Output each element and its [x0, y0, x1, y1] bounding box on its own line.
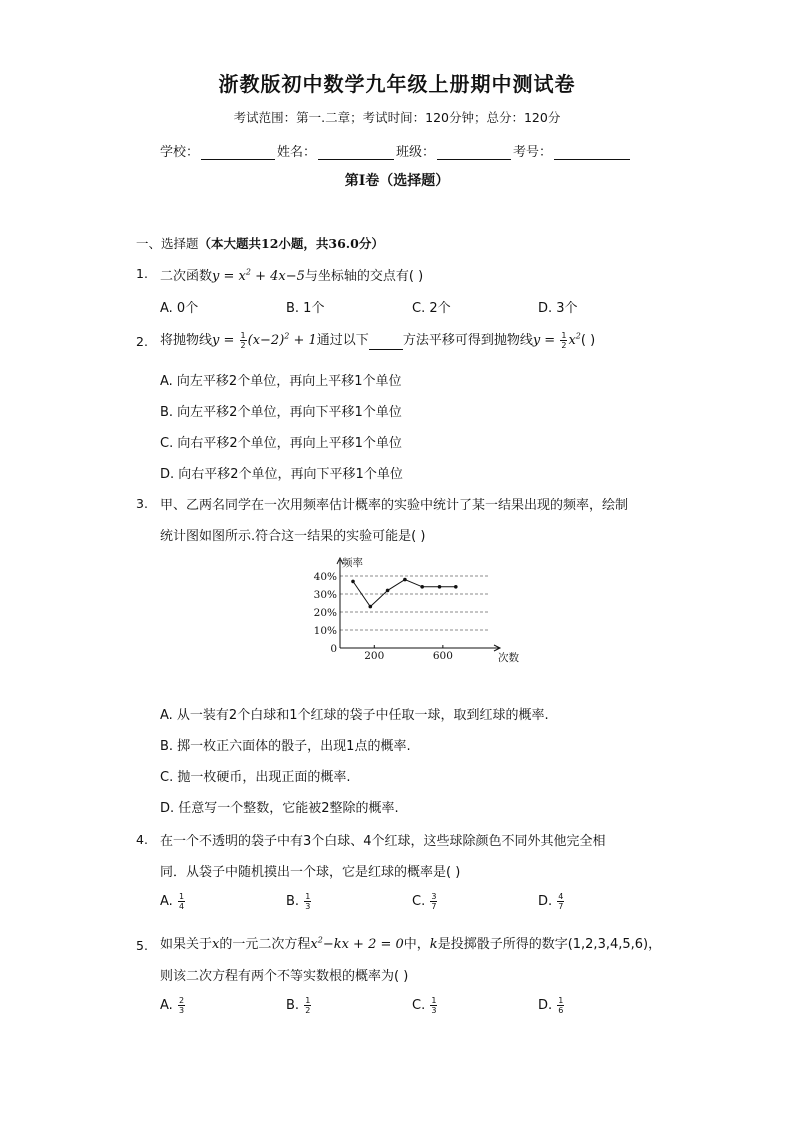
q5-option-d[interactable]: D. $\frac{1}{6}$: [538, 996, 564, 1015]
q2-fraction-2: $\frac{1}{2}$: [561, 331, 567, 350]
q2-math: $(x-2)^2 + 1$: [247, 331, 317, 348]
q2-fraction-1: $\frac{1}{2}$: [240, 331, 246, 350]
q5-number: 5.: [136, 938, 148, 953]
q3-option-c[interactable]: C. 抛一枚硬币，出现正面的概率.: [160, 770, 351, 785]
q1-option-b[interactable]: B. 1个: [286, 301, 325, 316]
q2-option-c[interactable]: C. 向右平移2个单位，再向上平移1个单位: [160, 436, 402, 451]
chart-axes: [337, 558, 500, 651]
data-point: [403, 578, 407, 582]
q4-option-d[interactable]: D. $\frac{4}{7}$: [538, 892, 564, 911]
q2-text-b: 通过以下: [316, 333, 369, 348]
data-point: [454, 585, 458, 589]
q3-stem-line2: 统计图如图所示.符合这一结果的实验可能是( ): [160, 529, 426, 544]
q4-option-c[interactable]: C. $\frac{3}{7}$: [412, 892, 437, 911]
q1-number: 1.: [136, 266, 148, 281]
q4-option-b[interactable]: B. $\frac{1}{3}$: [286, 892, 311, 911]
q2-number: 2.: [136, 334, 148, 349]
series-line: [353, 580, 456, 607]
info-class-label: 班级：: [396, 145, 436, 160]
info-school-label: 学校：: [160, 145, 200, 160]
x-axis-title: 次数: [498, 652, 519, 664]
exam-subtitle: 考试范围：第一.二章；考试时间：120分钟；总分：120分: [233, 110, 561, 125]
q4-number: 4.: [136, 832, 148, 847]
q3-option-b[interactable]: B. 掷一枚正六面体的骰子，出现1点的概率.: [160, 739, 411, 754]
info-name-label: 姓名：: [277, 145, 317, 160]
section-note: （本大题共12小题，共36.0分）: [198, 236, 384, 251]
school-blank[interactable]: [201, 145, 275, 160]
q5-option-c[interactable]: C. $\frac{1}{3}$: [412, 996, 437, 1015]
info-number-label: 考号：: [513, 145, 553, 160]
volume-heading: 第I卷（选择题）: [344, 173, 450, 189]
exam-title: 浙教版初中数学九年级上册期中测试卷: [218, 72, 576, 96]
q5-var-k: k: [429, 937, 438, 952]
q3-number: 3.: [136, 496, 148, 511]
chart-series: [351, 578, 457, 609]
x-tick-label: 600: [432, 650, 453, 662]
q1-text-a: 二次函数: [160, 269, 213, 284]
x-tick-label: 200: [364, 650, 385, 662]
name-blank[interactable]: [318, 145, 394, 160]
section-label: 一、选择题: [136, 236, 199, 251]
y-tick-label: 40%: [313, 571, 337, 583]
q2-blank[interactable]: [369, 337, 403, 350]
q4-stem-line2: 同．从袋子中随机摸出一个球，它是红球的概率是( ): [160, 865, 461, 880]
class-blank[interactable]: [437, 145, 511, 160]
q2-option-d[interactable]: D. 向右平移2个单位，再向下平移1个单位: [160, 467, 403, 482]
q3-option-d[interactable]: D. 任意写一个整数，它能被2整除的概率.: [160, 801, 399, 816]
y-axis-title: 频率: [342, 557, 363, 569]
q5-stem-line1: 如果关于x的一元二次方程$x^2-kx + 2 = 0$中，k是投掷骰子所得的数字(1,2,3,4,5,6)，: [160, 935, 662, 952]
q5-stem-line2: 则该二次方程有两个不等实数根的概率为( ): [160, 969, 409, 984]
q4-stem-line1: 在一个不透明的袋子中有3个白球、4个红球，这些球除颜色不同外其他完全相: [160, 834, 606, 849]
y-tick-label: 30%: [313, 589, 337, 601]
q2-option-b[interactable]: B. 向左平移2个单位，再向下平移1个单位: [160, 405, 402, 420]
student-info-line: [160, 141, 632, 160]
q2-text-a: 将抛物线: [160, 333, 213, 348]
q5-var-x: x: [212, 937, 220, 952]
y-tick-label: 20%: [313, 607, 337, 619]
q2-option-a[interactable]: A. 向左平移2个单位，再向上平移1个单位: [160, 374, 402, 389]
q1-option-a[interactable]: A. 0个: [160, 301, 199, 316]
q1-math: $y = x^2 + 4x-5$: [212, 267, 305, 284]
data-point: [438, 585, 442, 589]
data-point: [420, 585, 424, 589]
q1-text-b: 与坐标轴的交点有( ): [304, 269, 424, 284]
q1-option-d[interactable]: D. 3个: [538, 301, 578, 316]
number-blank[interactable]: [554, 145, 630, 160]
q1-stem: [160, 265, 423, 284]
data-point: [369, 605, 373, 609]
q5-equation: $x^2-kx + 2 = 0$: [310, 935, 404, 952]
q4-option-a[interactable]: A. $\frac{1}{4}$: [160, 892, 185, 911]
chart-grid: [340, 576, 488, 630]
y-tick-label: 10%: [313, 625, 337, 637]
q3-stem-line1: 甲、乙两名同学在一次用频率估计概率的实验中统计了某一结果出现的频率，绘制: [160, 498, 629, 513]
q5-option-a[interactable]: A. $\frac{2}{3}$: [160, 996, 185, 1015]
q2-text-d: ( ): [580, 333, 596, 348]
q2-text-c: 方法平移可得到抛物线: [402, 333, 533, 348]
section-heading: [136, 234, 384, 252]
data-point: [386, 589, 390, 593]
q2-stem: 将抛物线y = $\frac{1}{2}$ $(x-2)^2 + 1$通过以下 方法平移可得到抛物线y = $\frac{1}{2}$ $x^2$( ): [160, 331, 596, 350]
data-point: [351, 580, 355, 584]
frequency-chart: [300, 552, 519, 664]
q3-option-a[interactable]: A. 从一装有2个白球和1个红球的袋子中任取一球，取到红球的概率.: [160, 708, 549, 723]
q1-option-c[interactable]: C. 2个: [412, 301, 451, 316]
y-tick-label: 0: [330, 643, 337, 655]
q5-option-b[interactable]: B. $\frac{1}{2}$: [286, 996, 311, 1015]
